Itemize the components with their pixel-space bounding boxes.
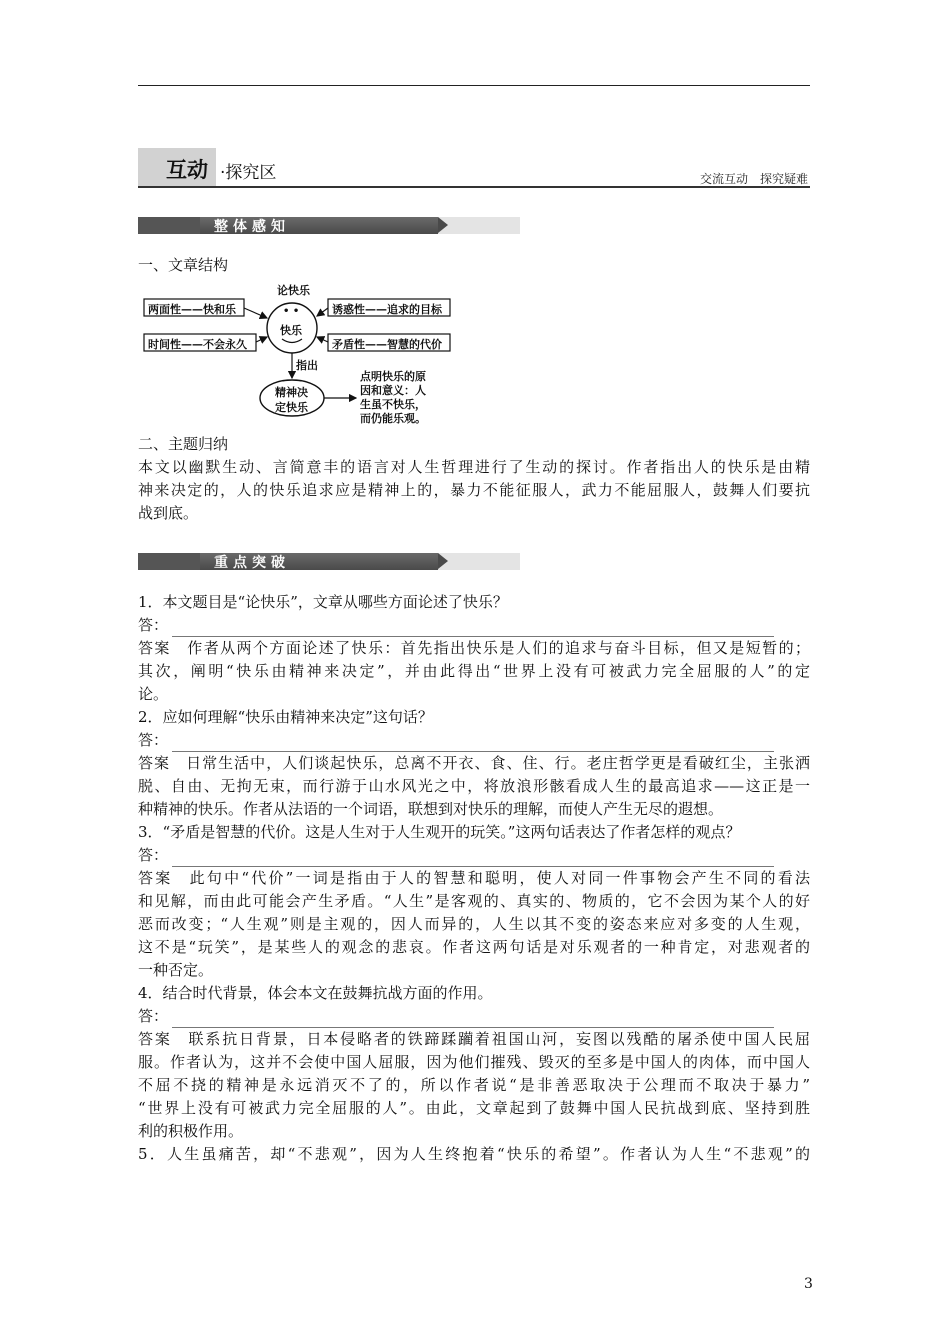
theme-heading: 二、主题归纳: [138, 435, 229, 453]
answer-field-3: [138, 844, 810, 867]
structure-heading-block: [138, 254, 810, 277]
structure-heading: 一、文章结构: [138, 256, 229, 274]
header-title: 互动: [166, 158, 208, 182]
answer-prefix: 答：: [138, 846, 169, 864]
answer-2-line-1: 答案 日常生活中，人们谈起快乐，总离不开衣、食、住、行。老庄哲学更是看破红尘，主张洒: [138, 754, 810, 772]
answer-2-line-2: 脱、自由、无拘无束，而行游于山水风光之中，将放浪形骸看成人生的最高追求——这正是一: [138, 777, 810, 795]
answer-3-line-5: 一种否定。: [138, 961, 214, 979]
page-number: 3: [804, 1276, 813, 1292]
diagram-right-bottom: 矛盾性——智慧的代价: [332, 338, 442, 351]
header-subtitle: ·探究区: [220, 163, 277, 183]
bar-arrow: [438, 553, 448, 569]
answer-field-4: [138, 1005, 810, 1028]
header-right-text: 交流互动 探究疑难: [699, 172, 808, 186]
answer-4-line-2: 服。作者认为，这并不会使中国人屈服，因为他们摧残、毁灭的至多是中国人的肉体，而中国人: [138, 1053, 810, 1071]
section-header: [138, 148, 810, 188]
question-5: 5．人生虽痛苦，却“不悲观”，因为人生终抱着“快乐的希望”。作者认为人生“不悲观”的: [138, 1145, 810, 1163]
answer-rule: [172, 622, 774, 637]
theme-line-2: 神来决定的，人的快乐追求应是精神上的，暴力不能征服人，武力不能屈服人，鼓舞人们要抗: [138, 481, 810, 499]
question-2: 2．应如何理解“快乐由精神来决定”这句话？: [138, 708, 433, 726]
structure-diagram: [138, 280, 468, 430]
answer-4-line-3: 不屈不挠的精神是永远消灭不了的，所以作者说“是非善恶取决于公理而不取决于暴力”: [138, 1076, 810, 1094]
diagram-center-top: 论快乐: [277, 284, 310, 297]
theme-block: [138, 433, 810, 525]
diagram-center: 快乐: [280, 324, 302, 337]
section-title-key: 重点突破: [214, 555, 290, 571]
answer-3-line-1: 答案 此句中“代价”一词是指由于人的智慧和聪明，使人对同一件事物会产生不同的看法: [138, 869, 810, 887]
answer-1-line-2: 其次，阐明“快乐由精神来决定”，并由此得出“世界上没有可被武力完全屈服的人”的定: [138, 662, 810, 680]
question-4: 4．结合时代背景，体会本文在鼓舞抗战方面的作用。: [138, 984, 493, 1002]
diagram-note-line3: 生虽不快乐，: [360, 398, 426, 411]
section-bar-overview: [138, 217, 520, 234]
section-bar-key: [138, 553, 520, 570]
header-underline: [138, 186, 810, 188]
diagram-oval-line1: 精神决: [275, 386, 308, 399]
theme-line-3: 战到底。: [138, 504, 199, 522]
top-rule: [138, 85, 810, 86]
answer-3-line-2: 和见解，而由此可能会产生矛盾。“人生”是客观的、真实的、物质的，它不会因为某个人的好: [138, 892, 810, 910]
diagram-left-top: 两面性——快和乐: [148, 303, 236, 316]
question-1: 1．本文题目是“论快乐”，文章从哪些方面论述了快乐？: [138, 593, 508, 611]
section-title-overview: 整体感知: [214, 219, 290, 235]
answer-prefix: 答：: [138, 731, 169, 749]
diagram-note-line1: 点明快乐的原: [360, 370, 426, 383]
answer-1-line-3: 论。: [138, 685, 169, 703]
diagram-right-top: 诱惑性——追求的目标: [332, 303, 442, 316]
answer-4-line-1: 答案 联系抗日背景，日本侵略者的铁蹄蹂躏着祖国山河，妄图以残酷的屠杀使中国人民屈: [138, 1030, 810, 1048]
bar-arrow: [438, 217, 448, 233]
diagram-note-line2: 因和意义：人: [360, 384, 426, 397]
answer-3-line-4: 这不是“玩笑”，是某些人的观念的悲哀。作者这两句话是对乐观者的一种肯定，对悲观者的: [138, 938, 810, 956]
answer-rule: [172, 737, 774, 752]
theme-line-1: 本文以幽默生动、言简意丰的语言对人生哲理进行了生动的探讨。作者指出人的快乐是由精: [138, 458, 810, 476]
answer-rule: [172, 1013, 774, 1028]
answer-prefix: 答：: [138, 616, 169, 634]
questions-block: [138, 591, 810, 1166]
answer-2-line-3: 种精神的快乐。作者从法语的一个词语，联想到对快乐的理解，而使人产生无尽的遐想。: [138, 800, 724, 818]
answer-rule: [172, 852, 774, 867]
answer-3-line-3: 恶而改变；“人生观”则是主观的，因人而异的，人生以其不变的姿态来应对多变的人生观，: [138, 915, 810, 933]
diagram-face: • •: [283, 306, 300, 317]
diagram-left-bottom: 时间性——不会永久: [148, 338, 247, 351]
answer-field-2: [138, 729, 810, 752]
answer-4-line-4: “世界上没有可被武力完全屈服的人”。由此，文章起到了鼓舞中国人民抗战到底、坚持到胜: [138, 1099, 810, 1117]
diagram-note-line4: 而仍能乐观。: [360, 412, 426, 425]
answer-prefix: 答：: [138, 1007, 169, 1025]
question-3: 3．“矛盾是智慧的代价。这是人生对于人生观开的玩笑。”这两句话表达了作者怎样的观点？: [138, 823, 741, 841]
answer-field-1: [138, 614, 810, 637]
diagram-down-label: 指出: [296, 359, 318, 372]
answer-1-line-1: 答案 作者从两个方面论述了快乐：首先指出快乐是人们的追求与奋斗目标，但又是短暂的；: [138, 639, 810, 657]
diagram-oval-line2: 定快乐: [275, 401, 308, 414]
answer-4-line-5: 利的积极作用。: [138, 1122, 244, 1140]
